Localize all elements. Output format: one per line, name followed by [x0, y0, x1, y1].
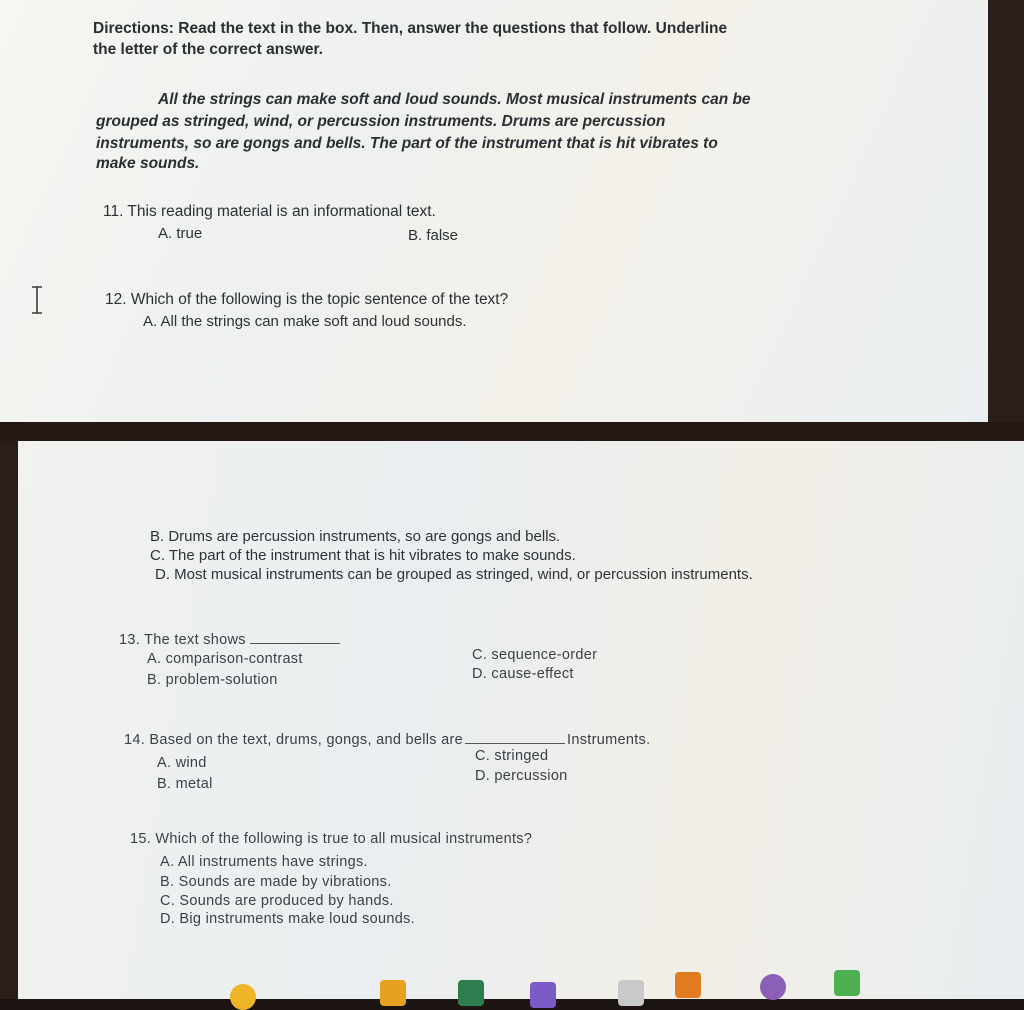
q15-option-b[interactable]: B. Sounds are made by vibrations.: [160, 874, 392, 890]
word-icon[interactable]: [675, 972, 701, 998]
excel-icon[interactable]: [458, 980, 484, 1006]
question-14-text: 14. Based on the text, drums, gongs, and bells are: [124, 732, 464, 748]
answer-blank[interactable]: [250, 643, 340, 644]
directions-line-2: the letter of the correct answer.: [93, 41, 323, 58]
q13-option-b[interactable]: B. problem-solution: [147, 672, 278, 688]
question-14-suffix: Instruments.: [567, 732, 651, 748]
camera-icon[interactable]: [618, 980, 644, 1006]
q15-option-a[interactable]: A. All instruments have strings.: [160, 854, 368, 870]
q11-option-b[interactable]: B. false: [408, 227, 459, 244]
q15-option-d[interactable]: D. Big instruments make loud sounds.: [160, 911, 415, 927]
app-icon[interactable]: [380, 980, 406, 1006]
answer-blank[interactable]: [465, 743, 565, 744]
onenote-icon[interactable]: [530, 982, 556, 1008]
q14-option-b[interactable]: B. metal: [157, 776, 213, 792]
directions-line-1: Directions: Read the text in the box. Then, answer the questions that follow. Underline: [93, 20, 728, 37]
q14-option-c[interactable]: C. stringed: [475, 748, 549, 764]
q13-option-a[interactable]: A. comparison-contrast: [147, 651, 303, 667]
passage-line-1: All the strings can make soft and loud sounds. Most musical instruments can be: [158, 91, 751, 108]
q13-option-d[interactable]: D. cause-effect: [472, 666, 574, 682]
q11-option-a[interactable]: A. true: [158, 225, 203, 242]
q13-option-c[interactable]: C. sequence-order: [472, 647, 598, 663]
q12-option-d[interactable]: D. Most musical instruments can be grouped as stringed, wind, or percussion instruments.: [155, 566, 753, 583]
question-15: 15. Which of the following is true to all musical instruments?: [130, 831, 533, 847]
browser-icon[interactable]: [760, 974, 786, 1000]
taskbar: [18, 960, 1024, 999]
folder-app-icon[interactable]: [230, 984, 256, 1010]
green-app-icon[interactable]: [834, 970, 860, 996]
question-14: [124, 732, 650, 748]
q12-option-a[interactable]: A. All the strings can make soft and loud sounds.: [143, 313, 467, 330]
question-12: 12. Which of the following is the topic sentence of the text?: [105, 291, 509, 308]
text-cursor-icon: [30, 286, 44, 314]
screen-divider-band: [0, 422, 1024, 441]
passage-line-4: make sounds.: [96, 155, 200, 172]
q14-option-a[interactable]: A. wind: [157, 755, 207, 771]
question-11: 11. This reading material is an informational text.: [103, 203, 436, 220]
passage-line-3: instruments, so are gongs and bells. The part of the instrument that is hit vibrates to: [96, 135, 718, 152]
q12-option-c[interactable]: C. The part of the instrument that is hit vibrates to make sounds.: [150, 547, 576, 564]
question-13-text: 13. The text shows: [119, 632, 246, 648]
screen-bezel-right: [988, 0, 1024, 422]
worksheet-page-bottom: [0, 441, 1024, 999]
q12-option-b[interactable]: B. Drums are percussion instruments, so are gongs and bells.: [150, 528, 561, 545]
passage-line-2: grouped as stringed, wind, or percussion instruments. Drums are percussion: [96, 113, 666, 130]
q15-option-c[interactable]: C. Sounds are produced by hands.: [160, 893, 394, 909]
q14-option-d[interactable]: D. percussion: [475, 768, 568, 784]
screen-bezel-left: [0, 441, 18, 999]
question-13: [119, 632, 340, 648]
